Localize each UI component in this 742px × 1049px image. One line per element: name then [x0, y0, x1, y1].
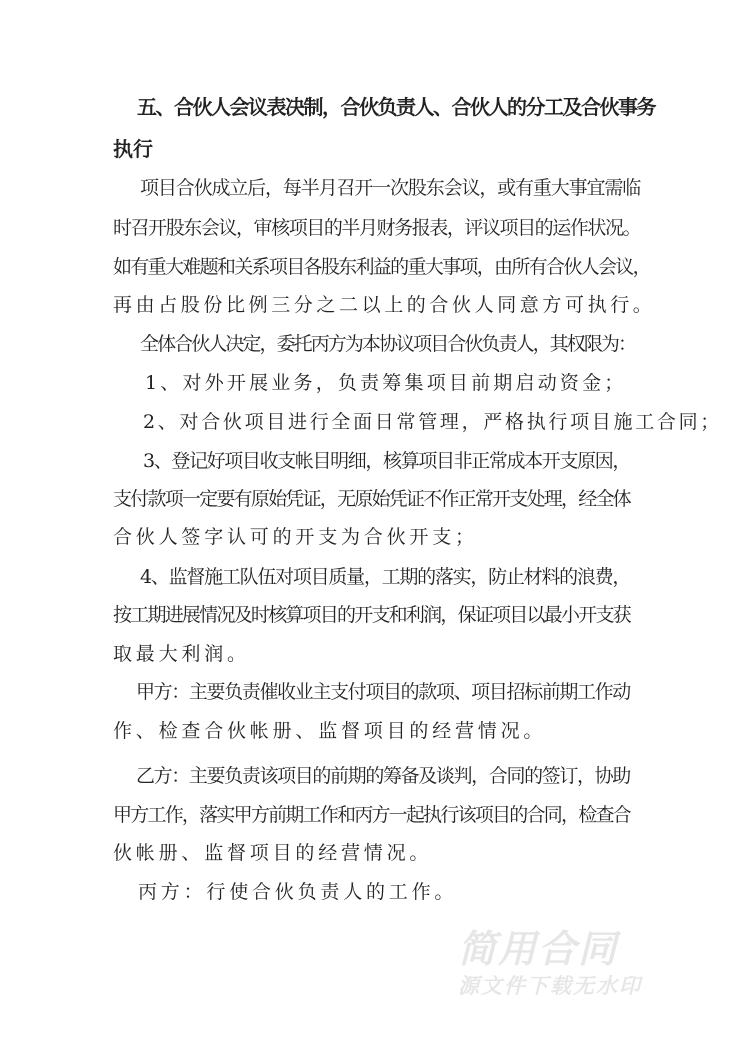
- paragraph-line: 按工期进展情况及时核算项目的开支和利润，保证项目以最小开支获: [113, 604, 630, 626]
- paragraph-line: 项目合伙成立后，每半月召开一次股东会议，或有重大事宜需临: [140, 177, 641, 199]
- section-heading: 五、合伙人会议表决制，合伙负责人、合伙人的分工及合伙事务: [137, 95, 655, 119]
- paragraph-line: 合伙人签字认可的开支为合伙开支；: [113, 526, 478, 548]
- paragraph-line: 取最大利润。: [113, 643, 250, 665]
- list-item: 4、监督施工队伍对项目质量，工期的落实，防止材料的浪费，: [140, 566, 631, 588]
- list-item: 2、对合伙项目进行全面日常管理，严格执行项目施工合同；: [143, 411, 722, 433]
- watermark-brand: 简用合同: [458, 927, 619, 971]
- paragraph-line: 甲方工作，落实甲方前期工作和丙方一起执行该项目的合同，检查合: [113, 804, 630, 826]
- paragraph-line: 作、检查合伙帐册、监督项目的经营情况。: [113, 720, 547, 742]
- paragraph-line: 伙帐册、监督项目的经营情况。: [113, 842, 433, 864]
- paragraph-line: 时召开股东会议，审核项目的半月财务报表，评议项目的运作状况。: [113, 217, 641, 239]
- list-item: 3、登记好项目收支帐目明细，核算项目非正常成本开支原因，: [143, 450, 631, 472]
- section-heading-cont: 执行: [113, 137, 153, 161]
- paragraph-line: 甲方：主要负责催收业主支付项目的款项、项目招标前期工作动: [136, 681, 630, 703]
- paragraph-line: 如有重大难题和关系项目各股东利益的重大事项，由所有合伙人会议，: [113, 256, 650, 278]
- paragraph-line: 支付款项一定要有原始凭证，无原始凭证不作正常开支处理，经全体: [113, 488, 630, 510]
- paragraph-line: 丙方：行使合伙负责人的工作。: [138, 881, 458, 903]
- paragraph-line: 乙方：主要负责该项目的前期的筹备及谈判，合同的签订，协助: [136, 765, 630, 787]
- paragraph-line: 全体合伙人决定，委托丙方为本协议项目合伙负责人，其权限为：: [140, 333, 636, 355]
- paragraph-line: 再由占股份比例三分之二以上的合伙人同意方可执行。: [113, 294, 656, 316]
- list-item: 1、对外开展业务，负责筹集项目前期启动资金；: [145, 372, 627, 394]
- watermark-tagline: 源文件下载无水印: [458, 974, 642, 998]
